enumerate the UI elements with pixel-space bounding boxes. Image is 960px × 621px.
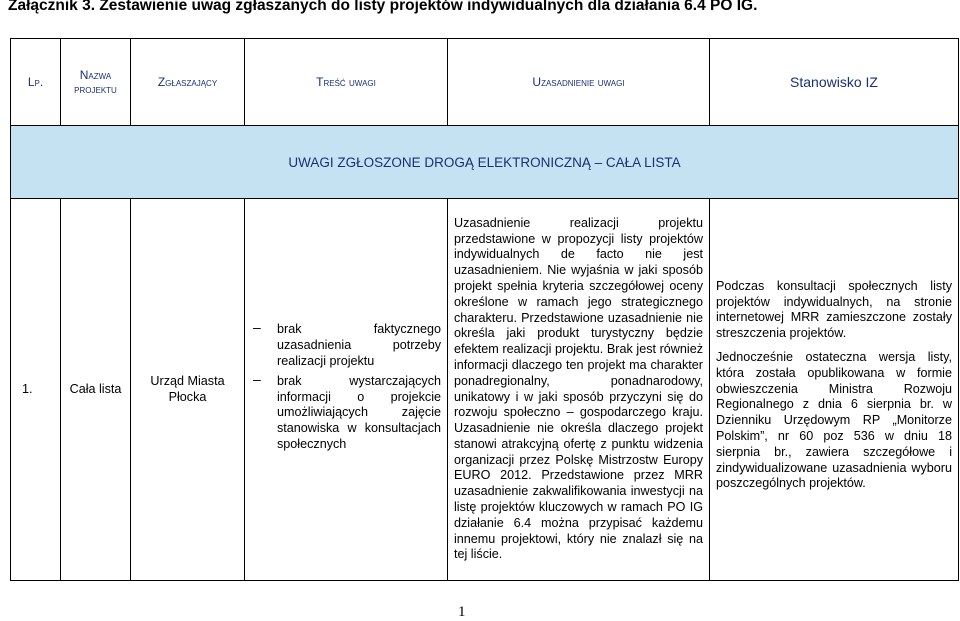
- header-stanowisko-iz: [710, 39, 959, 126]
- header-uzasadnienie-uwagi: [448, 39, 710, 126]
- cell-lp: 1.: [11, 199, 61, 581]
- table-row: [11, 199, 959, 581]
- header-uzasadnienie-label: Uzasadnienie uwagi: [532, 75, 625, 89]
- header-tresc-label: Treść uwagi: [316, 75, 376, 89]
- cell-tresc: [245, 199, 448, 581]
- cell-zglaszajacy: Urząd Miasta Płocka: [131, 199, 245, 581]
- header-zglaszajacy: [131, 39, 245, 126]
- header-zglaszajacy-label: Zgłaszający: [157, 75, 218, 89]
- uzasadnienie-text: Uzasadnienie realizacji projektu przedstawione w propozycji listy projektów indywidualnych de facto nie jest uzasadnieniem. Nie wyjaśnia w jaki sposób projekt spełnia kryteria szczegółowej oceny określone w ramach jego strategicznego charakteru. Przedstawione uzasadnienie nie określa jaki produkt turystyczny będzie efektem realizacji projektu. Brak jest również informacji dlaczego ten projekt ma charakter ponadregionalny, ponadnarodowy, unikatowy i w jaki sposób przyczyni się do rozwoju społeczno – gospodarczego kraju. Uzasadnienie nie określa dlaczego projekt stanowi atrakcyjną ofertę z punktu widzenia organizacji przez Polskę Mistrzostw Europy EURO 2012. Przedstawione przez MRR uzasadnienie zakwalifikowania inwestycji na listę projektów kluczowych w ramach PO IG działanie 6.4 można przypisać każdemu innemu projektowi, który nie znalazł się na tej liście.: [454, 215, 703, 562]
- comments-table: [10, 38, 959, 581]
- list-item: – brak wystarczających informacji o projekcie umożliwiających zajęcie stanowiska w konsultacjach społecznych: [253, 374, 441, 453]
- document-title: Załącznik 3. Zestawienie uwag zgłaszanych do listy projektów indywidualnych dla działania 6.4 PO IG.: [8, 0, 758, 14]
- header-projektu-label: projektu: [74, 82, 117, 96]
- header-tresc-uwagi: [245, 39, 448, 126]
- cell-stanowisko: [710, 199, 959, 581]
- section-row: [11, 126, 959, 199]
- cell-uzasadnienie: [448, 199, 710, 581]
- header-lp-label: Lp.: [27, 75, 44, 89]
- header-stanowisko-label: Stanowisko IZ: [790, 74, 878, 90]
- stanowisko-paragraph: Jednocześnie ostateczna wersja listy, która została opublikowana w formie obwieszczenia Ministra Rozwoju Regionalnego z dnia 6 sierpnia br. w Dzienniku Urzędowym RP „Monitorze Polskim”, nr 60 poz 536 w dniu 18 sierpnia br., zawiera szczegółowe i zindywidualizowane uzasadnienia wyboru poszczególnych projektów.: [716, 350, 952, 491]
- header-nazwa-label: Nazwa: [79, 68, 112, 82]
- section-title: UWAGI ZGŁOSZONE DROGĄ ELEKTRONICZNĄ – CAŁA LISTA: [11, 126, 959, 199]
- list-item: – brak faktycznego uzasadnienia potrzeby realizacji projektu: [253, 322, 441, 369]
- header-nazwa-projektu: [61, 39, 131, 126]
- cell-nazwa: Cała lista: [61, 199, 131, 581]
- header-lp: [11, 39, 61, 126]
- tresc-list: [245, 322, 447, 452]
- page-number: 1: [458, 604, 466, 620]
- stanowisko-paragraph: Podczas konsultacji społecznych listy projektów indywidualnych, na stronie internetowej MRR zamieszczone zostały streszczenia projektów.: [716, 278, 952, 341]
- header-row: [11, 39, 959, 126]
